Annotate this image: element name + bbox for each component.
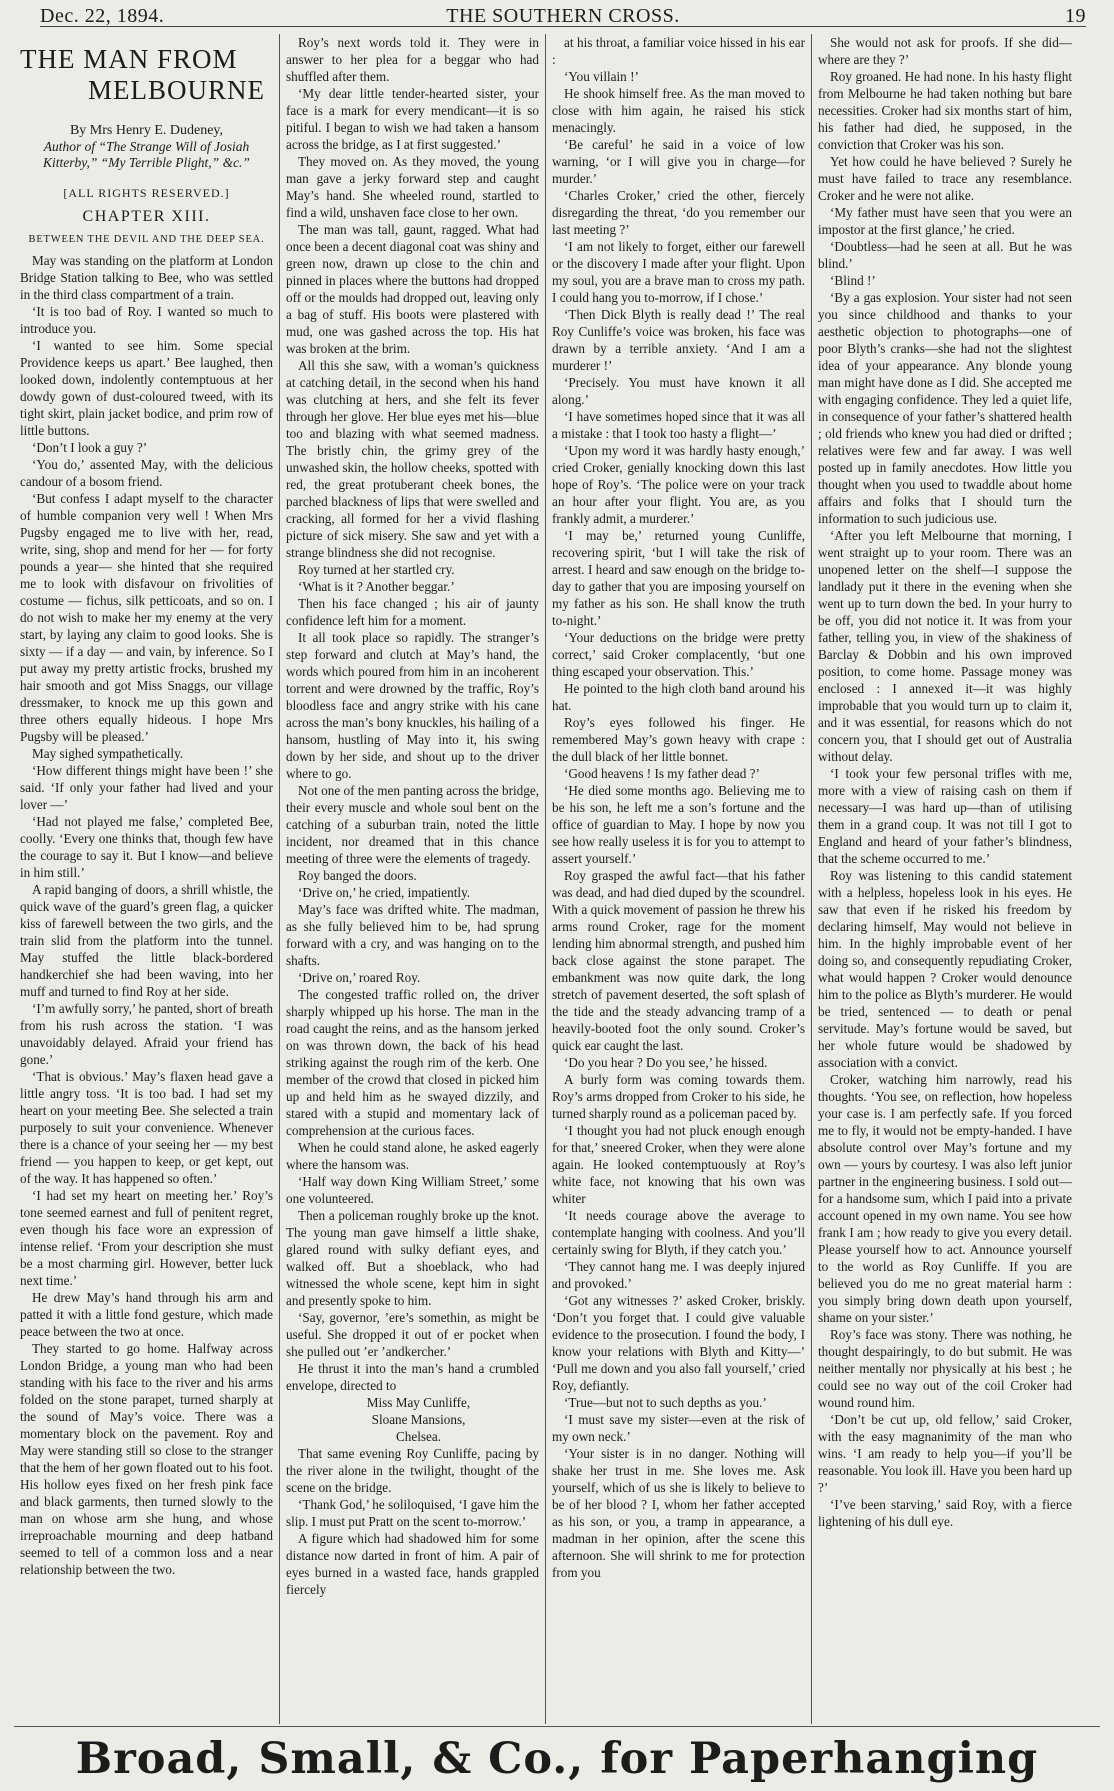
paragraph: Roy’s face was stony. There was nothing, he thought despairingly, to do but submit. He was neither mentally nor physically at his best ; he could see no way out of the coil Croker had wound round him. xyxy=(818,1327,1072,1410)
story-title-line-2: MELBOURNE xyxy=(88,75,265,105)
paragraph: Roy groaned. He had none. In his hasty flight from Melbourne he had taken nothing but bare necessities. Croker had six months start of him, his father had died, he supposed, in the conviction that Croker was his son. xyxy=(818,69,1072,152)
paragraph: ‘Drive on,’ he cried, impatiently. xyxy=(298,885,471,900)
paragraph: ‘Precisely. You must have known it all along.’ xyxy=(552,375,805,407)
paragraph: ‘How different things might have been !’ she said. ‘If only your father had lived and your lover —’ xyxy=(20,763,273,812)
paragraph: The man was tall, gaunt, ragged. What had once been a decent diagonal coat was shiny and green now, drawn up close to the chin and pinned in places where the buttons had dropped off or the moulds had dropped out, leaving only a bag of stuff. His boots were plastered with mud, one was gashed across the top. His hat was broken at the brim. xyxy=(286,222,539,356)
header-title: THE SOUTHERN CROSS. xyxy=(446,5,680,27)
chapter-subhead: BETWEEN THE DEVIL AND THE DEEP SEA. xyxy=(28,234,265,245)
paragraph: When he could stand alone, he asked eagerly where the hansom was. xyxy=(286,1140,539,1172)
paragraph: ‘After you left Melbourne that morning, I went straight up to your room. There was an unopened letter on the shelf—I suppose the landlady put it there in the evening when she went up to turn down the bed. In your hurry to be off, you did not notice it. It was from your father, telling you, in view of the shakiness of Barclay & Dobbin and his own improved position, to come home. Passage money was enclosed : I annexed it—it was highly improbable that you would turn up to claim it, and it was essential, for reasons which do not concern you, that I should get out of Australia without delay. xyxy=(818,528,1072,764)
address-line: Chelsea. xyxy=(395,1429,442,1444)
paragraph: ‘Be careful’ he said in a voice of low warning, ‘or I will give you in charge—for murder.’ xyxy=(552,137,805,186)
column-3-body xyxy=(552,34,805,1581)
paragraph: Yet how could he have believed ? Surely he must have failed to trace any resemblance. Croker and he were not alike. xyxy=(818,154,1072,203)
paragraph: They moved on. As they moved, the young man gave a jerky forward step and caught May’s hand. She wheeled round, startled to find a wild, unshaven face close to her own. xyxy=(286,154,539,220)
rights-notice: [ALL RIGHTS RESERVED.] xyxy=(63,186,230,200)
paragraph: Roy banged the doors. xyxy=(298,868,417,883)
column-4 xyxy=(812,34,1078,1724)
paragraph: ‘He died some months ago. Believing me to be his son, he left me a son’s fortune and the office of guardian to May. I hope by now you see how really useless it is for you to attempt to assert yourself.’ xyxy=(552,783,805,866)
paragraph: ‘But confess I adapt myself to the character of humble companion very well ! When Mrs Pugsby engaged me to live with her, read, write, sing, shop and mend for her — for forty pounds a year— she hinted that she required me to look with disfavour on frivolities of costume — fichus, silk petticoats, and so on. I do not wish to make her my enemy at the very start, by laying any claim to good looks. She is sixty — if a day — and vain, by inference. So I put away my pretty artistic frocks, brushed my hair smooth and got Miss Snaggs, our village dressmaker, to knock me up this gown and three others equally hideous. I hope Mrs Pugsby will be pleased.’ xyxy=(20,491,273,744)
paragraph: ‘I had set my heart on meeting her.’ Roy’s tone seemed earnest and full of penitent regret, even though his face wore an expression of intense relief. ‘From your description she must be a most charming girl. However, better luck next time.’ xyxy=(20,1188,273,1288)
paragraph: Then his face changed ; his air of jaunty confidence left him for a moment. xyxy=(286,596,539,628)
paragraph: Roy’s next words told it. They were in answer to her plea for a beggar who had shuffled after them. xyxy=(286,35,539,84)
paragraph: ‘Got any witnesses ?’ asked Croker, briskly. ‘Don’t you forget that. I could give valuable evidence to the prosecution. I found the body, I know your relations with Blyth and Kitty—’ ‘Pull me down and you also fall yourself,’ cried Roy, defiantly. xyxy=(552,1293,805,1393)
author-of: Author of “The Strange Will of Josiah Kitterby,” “My Terrible Plight,” &c.” xyxy=(43,139,250,170)
column-1-body xyxy=(20,252,273,1578)
header-date: Dec. 22, 1894. xyxy=(40,5,165,27)
paragraph: ‘I’ve been starving,’ said Roy, with a fierce lightening of his dull eye. xyxy=(818,1497,1072,1529)
paragraph: ‘Don’t I look a guy ?’ xyxy=(32,440,148,455)
paragraph: ‘Your deductions on the bridge were pretty correct,’ said Croker complacently, ‘but one thing escaped your observation. This.’ xyxy=(552,630,805,679)
paragraph: ‘I wanted to see him. Some special Providence keeps us apart.’ Bee laughed, then looked down, indolently contemptuous at her dowdy gown of dust-coloured tweed, with its tight skirt, plain jacket bodice, and prim row of little buttons. xyxy=(20,338,273,438)
paragraph: ‘Upon my word it was hardly hasty enough,’ cried Croker, genially knocking down this last hope of Roy’s. ‘The police were on your track an hour after your flight. You are, as you frankly admit, a murderer.’ xyxy=(552,443,805,526)
paragraph: Roy’s eyes followed his finger. He remembered May’s gown heavy with crape : the dull black of her little bonnet. xyxy=(552,715,805,764)
header-page-number: 19 xyxy=(1065,5,1086,27)
paragraph: He pointed to the high cloth band around his hat. xyxy=(552,681,805,713)
paragraph: ‘Say, governor, ’ere’s somethin, as might be useful. She dropped it out of er pocket when she pulled out ’er ’andkercher.’ xyxy=(286,1310,539,1359)
paragraph: ‘I have sometimes hoped since that it was all a mistake : that I took too hasty a flight—’ xyxy=(552,409,805,441)
paragraph: A rapid banging of doors, a shrill whistle, the quick wave of the guard’s green flag, a quicker kiss of farewell between the two girls, and the train slid from the platform into the tunnel. May stuffed the little black-bordered handkerchief she had been waving, into her muff and turned to find Roy at her side. xyxy=(20,882,273,999)
paragraph: ‘I am not likely to forget, either our farewell or the discovery I made after your flight. Upon my soul, you are a brave man to cross my path. I could hang you to-morrow, if I chose.’ xyxy=(552,239,805,305)
paragraph: ‘My dear little tender-hearted sister, your face is a mark for every mendicant—it is so pitiful. I began to wish we had taken a hansom across the bridge, as I at first suggested.’ xyxy=(286,86,539,152)
paragraph: ‘By a gas explosion. Your sister had not seen you since childhood and thanks to your aesthetic objection to photographs—one of poor Blyth’s cranks—she had not the slightest idea of your appearance. Any blonde young man might have done as I did. She accepted me with engaging confidence. They led a quiet life, in consequence of your father’s shattered health ; old friends who knew you had died or drifted ; relatives were few and far away. I was well posted up in family anecdotes. How little you thought when you used to twaddle about home affairs and folks that I should turn the information to such judicious use. xyxy=(818,290,1072,526)
paragraph: ‘It needs courage above the average to contemplate hanging with coolness. And you’ll certainly swing for Blyth, if they catch you.’ xyxy=(552,1208,805,1257)
paragraph: May sighed sympathetically. xyxy=(32,746,184,761)
byline: By Mrs Henry E. Dudeney, xyxy=(69,123,224,138)
column-1 xyxy=(14,34,280,1724)
paragraph: Roy was listening to this candid statement with a helpless, hopeless look in his eyes. He saw that even if he risked his freedom by declaring himself, May would not believe in him. In the highly improbable event of her doing so, and consequently repudiating Croker, what would happen ? Croker would denounce him to the police as Blyth’s murderer. He would be tried, sentenced — to death or penal servitude. May’s fortune would be saved, but her whole future would be shadowed by association with a convict. xyxy=(818,868,1072,1070)
paragraph: ‘Had not played me false,’ completed Bee, coolly. ‘Every one thinks that, though few have the courage to say it. But I know—and believe in him still.’ xyxy=(20,814,273,880)
column-3 xyxy=(546,34,812,1724)
column-2-body xyxy=(286,34,539,1598)
paragraph: ‘What is it ? Another beggar.’ xyxy=(298,579,455,594)
paragraph: He thrust it into the man’s hand a crumbled envelope, directed to xyxy=(286,1361,539,1393)
column-2 xyxy=(280,34,546,1724)
paragraph: That same evening Roy Cunliffe, pacing by the river alone in the twilight, thought of the scene on the bridge. xyxy=(286,1446,539,1495)
paragraph: ‘True—but not to such depths as you.’ xyxy=(564,1395,767,1410)
paragraph: ‘Good heavens ! Is my father dead ?’ xyxy=(564,766,760,781)
paragraph: ‘Your sister is in no danger. Nothing will shake her trust in me. She loves me. Ask yourself, which of us she is likely to believe to be of her blood ? I, whom her father accepted as his son, or you, a tramp in appearance, a madman in her opinion, after the scene this afternoon. She will shrink to me for protection from you xyxy=(552,1446,805,1580)
address-line: Sloane Mansions, xyxy=(371,1412,466,1427)
paragraph: ‘That is obvious.’ May’s flaxen head gave a little angry toss. ‘It is too bad. I had set my heart on your meeting Bee. She selected a train purposely to suit your convenience. Whenever there is a chance of your seeing her — my best friend — you happen to keep, or get kept, out of the way. It has happened so often.’ xyxy=(20,1069,273,1186)
paragraph: A burly form was coming towards them. Roy’s arms dropped from Croker to his side, he turned sharply round as a policeman paced by. xyxy=(552,1072,805,1121)
paragraph: ‘Charles Croker,’ cried the other, fiercely disregarding the threat, ‘do you remember our last meeting ?’ xyxy=(552,188,805,237)
article-columns xyxy=(14,34,1100,1724)
paragraph: A figure which had shadowed him for some distance now darted in front of him. A pair of eyes burned in a wasted face, hands grappled fiercely xyxy=(286,1531,539,1597)
story-title-line-1: THE MAN FROM xyxy=(20,44,238,74)
paragraph: ‘You villain !’ xyxy=(564,69,639,84)
paragraph: May was standing on the platform at London Bridge Station talking to Bee, who was settled in the third class compartment of a train. xyxy=(20,253,273,302)
paragraph: ‘Doubtless—had he seen at all. But he was blind.’ xyxy=(818,239,1072,271)
paragraph: ‘It is too bad of Roy. I wanted so much to introduce you. xyxy=(20,304,273,336)
paragraph: All this she saw, with a woman’s quickness at catching detail, in the second when his hand was clutching at hers, and she felt its fever through her glove. Her blue eyes met his—blue too and blazing with what seemed madness. The bristly chin, the grimy grey of the unwashed skin, the hollow cheeks, spotted with red, the great protuberant cheek bones, the parched blackness of lips that were swelled and cracking, all formed for her a vivid flashing picture of sick misery. She saw and yet with a strange blindness she did not recognise. xyxy=(286,358,539,560)
paragraph: ‘I may be,’ returned young Cunliffe, recovering spirit, ‘but I will take the risk of arrest. I heard and saw enough on the bridge to-day to gather that you are imposing yourself on my father as his son. He shall know the truth to-night.’ xyxy=(552,528,805,628)
paragraph: ‘Half way down King William Street,’ some one volunteered. xyxy=(286,1174,539,1206)
paragraph: He shook himself free. As the man moved to close with him again, he raised his stick menacingly. xyxy=(552,86,805,135)
paragraph: Croker, watching him narrowly, read his thoughts. ‘You see, on reflection, how hopeless your case is. I am perfectly safe. If you forced me to fly, it would not be empty-handed. I have absolute control over May’s fortune and my own — yours by courtesy. I was also left junior partner in the engineering business. I sold out—for a handsome sum, which I paid into a private account opened in my own name. You see how frank I am ; how ready to give you every detail. Please yourself how to act. Announce yourself to the world as Roy Cunliffe. If you are believed you do me no great material harm : you simply bring down death upon yourself, shame on your sister.’ xyxy=(818,1072,1072,1325)
paragraph: ‘Thank God,’ he soliloquised, ‘I gave him the slip. I must put Pratt on the scent to-morrow.’ xyxy=(286,1497,539,1529)
paragraph: ‘I took your few personal trifles with me, more with a view of raising cash on them if necessary—I was hard up—than of utilising them in a grand coup. It was not till I got to England and heard of your father’s blindness, that the scheme occurred to me.’ xyxy=(818,766,1072,866)
paragraph: Roy turned at her startled cry. xyxy=(298,562,455,577)
paragraph: Not one of the men panting across the bridge, their every muscle and whole soul bent on the catching of a suburban train, noted the little incident, nor dreamed that in this chance meeting of three were the elements of tragedy. xyxy=(286,783,539,866)
chapter-heading: CHAPTER XIII. xyxy=(82,208,211,225)
advert-banner: Broad, Small, & Co., for Paperhanging xyxy=(75,1734,1039,1784)
paragraph: ‘I thought you had not pluck enough enough for that,’ sneered Croker, when they were alone again. He looked contemptuously at Roy’s white face, not knowing that his own was whiter xyxy=(552,1123,805,1206)
paragraph: He drew May’s hand through his arm and patted it with a little fond gesture, which made peace between the two at once. xyxy=(20,1290,273,1339)
paragraph: May’s face was drifted white. The madman, as she fully believed him to be, had sprung forward with a cry, and was hanging on to the shafts. xyxy=(286,902,539,968)
paragraph: ‘Do you hear ? Do you see,’ he hissed. xyxy=(564,1055,768,1070)
paragraph: ‘I must save my sister—even at the risk of my own neck.’ xyxy=(552,1412,805,1444)
column-4-body xyxy=(818,34,1072,1530)
paragraph: ‘I’m awfully sorry,’ he panted, short of breath from his rush across the station. ‘I was unavoidably delayed. Afraid your friend has gone.’ xyxy=(20,1001,273,1067)
paragraph: It all took place so rapidly. The stranger’s step forward and clutch at May’s hand, the words which poured from him in an incoherent torrent and were drowned by the traffic, Roy’s bloodless face and angry strike with his cane across the man’s bony knuckles, his hailing of a hansom, hustling of May into it, his swing down by her side, and shout up to the driver where to go. xyxy=(286,630,539,781)
story-title xyxy=(20,44,273,106)
paragraph: Roy grasped the awful fact—that his father was dead, and had died duped by the scoundrel. With a quick movement of passion he threw his arms round Croker, rage for the moment lending him abnormal strength, and pushed him back close against the stone parapet. The embankment was now quite dark, the long stretch of pavement deserted, the soft splash of the tide and the steady advancing tramp of a heavily-booted foot the only sound. Croker’s quick ear caught the last. xyxy=(552,868,805,1053)
paragraph: ‘Blind !’ xyxy=(830,273,876,288)
paragraph: She would not ask for proofs. If she did—where are they ?’ xyxy=(818,35,1072,67)
paragraph: ‘Then Dick Blyth is really dead !’ The real Roy Cunliffe’s voice was broken, his face was drawn by a terrible anxiety. ‘And I am a murderer !’ xyxy=(552,307,805,373)
paragraph: Then a policeman roughly broke up the knot. The young man gave himself a little shake, glared round with sulky defiant eyes, and walked off. But a shoeblack, who had witnessed the whole scene, kept him in sight and presently spoke to him. xyxy=(286,1208,539,1308)
paragraph: at his throat, a familiar voice hissed in his ear : xyxy=(552,35,805,67)
paragraph: ‘You do,’ assented May, with the delicious candour of a bosom friend. xyxy=(20,457,273,489)
paragraph: The congested traffic rolled on, the driver sharply whipped up his horse. The man in the road caught the reins, and as the hansom jerked on was thrown down, the back of his head striking against the rough rim of the kerb. One member of the crowd that closed in picked him up and held him as he swayed dizzily, and stared with a stupid and momentary lack of comprehension at the curious faces. xyxy=(286,987,539,1138)
paragraph: ‘Don’t be cut up, old fellow,’ said Croker, with the easy magnanimity of the man who wins. ‘I am ready to help you—if you’ll be reasonable. You look ill. Have you been hard up ?’ xyxy=(818,1412,1072,1495)
paragraph: ‘My father must have seen that you were an impostor at the first glance,’ he cried. xyxy=(818,205,1072,237)
paragraph: ‘Drive on,’ roared Roy. xyxy=(298,970,421,985)
advert-divider xyxy=(14,1726,1100,1727)
paragraph: They started to go home. Halfway across London Bridge, a young man who had been standing with his face to the river and his arms folded on the stone parapet, turned sharply at the sound of May’s voice. There was a momentary block on the pavement. Roy and May were standing still so close to the stranger that the hem of her gown floated out to his foot. His hollow eyes fixed on her fresh pink face and black garments, then turned slowly to the man on whose arm she hung, and whose irreproachable mourning and deep hatband seemed to tell of a common loss and a near relationship between the two. xyxy=(20,1341,273,1577)
address-line: Miss May Cunliffe, xyxy=(366,1395,471,1410)
page-header xyxy=(40,2,1086,27)
paragraph: ‘They cannot hang me. I was deeply injured and provoked.’ xyxy=(552,1259,805,1291)
